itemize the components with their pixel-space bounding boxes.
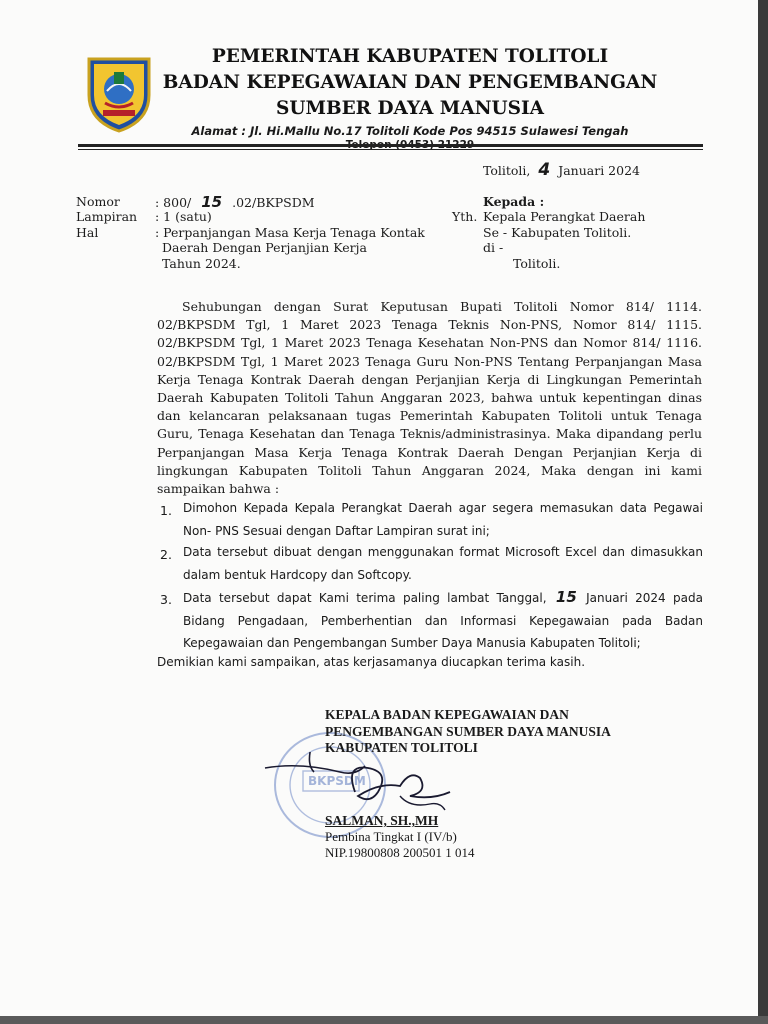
signatory-title-line-1: KEPALA BADAN KEPEGAWAIAN DAN <box>325 707 569 722</box>
hal-line-2: Daerah Dengan Perjanjian Kerja <box>162 240 367 255</box>
date-day-handwritten: 4 <box>538 160 551 180</box>
closing-sentence: Demikian kami sampaikan, atas kerjasamanya diucapkan terima kasih. <box>157 655 586 669</box>
recipient-line-2: Se - Kabupaten Tolitoli. <box>483 225 632 240</box>
nomor-suffix: .02/BKPSDM <box>232 195 315 210</box>
stamp-label: BKPSDM <box>308 774 366 788</box>
list-item-2-number: 2. <box>160 547 172 562</box>
hal-label: Hal <box>76 225 99 240</box>
lampiran-value: : 1 (satu) <box>155 209 212 224</box>
letterhead-line-1: PEMERINTAH KABUPATEN TOLITOLI <box>211 46 609 67</box>
recipient-kepada: Kepada : <box>483 194 545 209</box>
scan-edge-bottom <box>0 1016 768 1024</box>
signatory-title-line-2: PENGEMBANGAN SUMBER DAYA MANUSIA <box>325 723 611 739</box>
list-item-3-text <box>183 586 703 655</box>
recipient-yth: Yth. <box>452 209 478 224</box>
list-item-2-text: Data tersebut dibuat dengan menggunakan format Microsoft Excel dan dimasukkan dalam bentuk Hardcopy dan Softcopy. <box>183 545 703 582</box>
date-line <box>483 162 640 179</box>
signatory-name: SALMAN, SH.,MH <box>325 813 439 828</box>
date-place: Tolitoli, <box>483 163 531 178</box>
regency-emblem-logo <box>83 55 155 133</box>
nomor-prefix: : 800/ <box>155 195 192 210</box>
body-paragraph-text: Sehubungan dengan Surat Keputusan Bupati Tolitoli Nomor 814/ 1114. 02/BKPSDM Tgl, 1 Maret 2023 Tenaga Teknis Non-PNS, Nomor 814/ 1115. 02/BKPSDM Tgl, 1 Maret 2023 Tenaga Kesehatan Non-PNS dan Nomor 814/ 1116. 02/BKPSDM Tgl, 1 Maret 2023 Tenaga Guru Non-PNS Tentang Perpanjangan Masa Kerja Tenaga Kontrak Daerah dengan Perjanjian Kerja di Lingkungan Pemerintah Daerah Kabupaten Tolitoli Tahun Anggaran 2023, bahwa untuk kepentingan dinas dan kelancaran pelaksanaan tugas Pemerintah Kabupaten Tolitoli untuk Tenaga Guru, Tenaga Kesehatan dan Tenaga Teknis/administrasinya. Maka dipandang perlu Perpanjangan Masa Kerja Tenaga Kontrak Daerah Dengan Perjanjian Kerja di lingkungan Kabupaten Tolitoli Tahun Anggaran 2024, Maka dengan ini kami sampaikan bahwa : <box>157 299 702 497</box>
nomor-label: Nomor <box>76 194 120 209</box>
letterhead-line-2: BADAN KEPEGAWAIAN DAN PENGEMBANGAN <box>162 72 658 93</box>
recipient-line-3: di - <box>483 240 504 255</box>
list-item-3-suffix: Januari 2024 pada Bidang Pengadaan, Pemberhentian dan Informasi Kepegawaian pada Badan Kepegawaian dan Pengembangan Sumber Daya Manusia Kabupaten Tolitoli; <box>183 591 703 650</box>
list-item-1-number: 1. <box>160 503 172 518</box>
date-month-year: Januari 2024 <box>558 163 640 178</box>
hal-line-1: : Perpanjangan Masa Kerja Tenaga Kontak <box>155 225 425 240</box>
letterhead-rule-thick <box>78 144 703 147</box>
scan-edge-right <box>758 0 768 1024</box>
nomor-handwritten: 15 <box>201 193 223 211</box>
signatory-nip: NIP.19800808 200501 1 014 <box>325 845 475 860</box>
lampiran-label: Lampiran <box>76 209 138 224</box>
letterhead <box>160 44 660 152</box>
signatory-title-line-3: KABUPATEN TOLITOLI <box>325 740 478 755</box>
handwritten-signature <box>260 752 465 822</box>
signatory-rank: Pembina Tingkat I (IV/b) <box>325 829 457 844</box>
letterhead-address: Alamat : Jl. Hi.Mallu No.17 Tolitoli Kode Pos 94515 Sulawesi Tengah <box>191 124 629 138</box>
hal-line-3: Tahun 2024. <box>162 256 241 271</box>
body-paragraph <box>157 298 702 498</box>
list-item-3-handwritten-date: 15 <box>555 588 577 606</box>
recipient-line-1: Kepala Perangkat Daerah <box>483 209 646 224</box>
list-item-1-text: Dimohon Kepada Kepala Perangkat Daerah agar segera memasukan data Pegawai Non- PNS Sesuai dengan Daftar Lampiran surat ini; <box>183 501 703 538</box>
recipient-line-4: Tolitoli. <box>513 256 561 271</box>
letterhead-rule-thin <box>78 149 703 150</box>
signatory-title <box>325 707 611 757</box>
list-item-3-prefix: Data tersebut dapat Kami terima paling lambat Tanggal, <box>183 591 547 605</box>
letterhead-line-3: SUMBER DAYA MANUSIA <box>275 98 545 119</box>
list-item-3-number: 3. <box>160 592 172 607</box>
